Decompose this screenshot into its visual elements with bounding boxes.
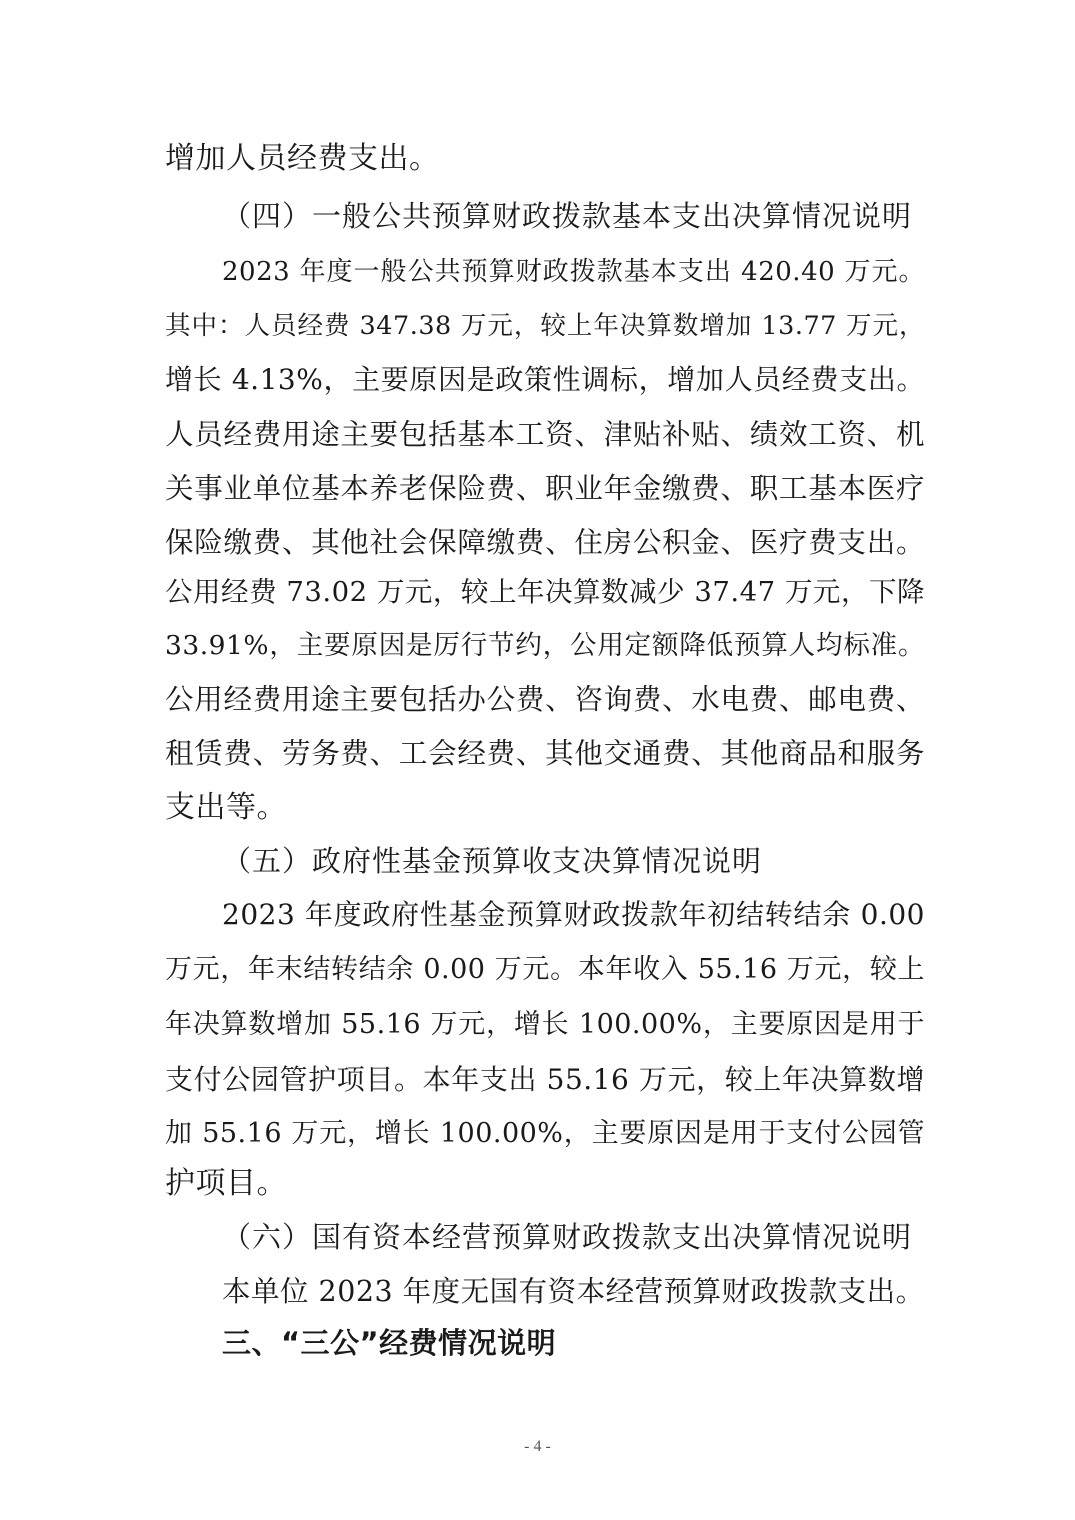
paragraph-line: 增加人员经费支出。 xyxy=(165,141,440,176)
paragraph-line: 支付公园管护项目。本年支出 55.16 万元，较上年决算数增 xyxy=(165,1063,925,1096)
section-heading-5: （五）政府性基金预算收支决算情况说明 xyxy=(222,844,763,878)
paragraph-line: 本单位 2023 年度无国有资本经营预算财政拨款支出。 xyxy=(222,1275,925,1308)
section-heading-4: （四）一般公共预算财政拨款基本支出决算情况说明 xyxy=(222,199,913,233)
page-number: - 4 - xyxy=(524,1438,551,1455)
section-heading-3: 三、“三公”经费情况说明 xyxy=(222,1326,557,1360)
paragraph-line: 公用经费用途主要包括办公费、咨询费、水电费、邮电费、 xyxy=(165,683,925,716)
paragraph-line: 33.91%，主要原因是厉行节约，公用定额降低预算人均标准。 xyxy=(165,630,925,661)
paragraph-line: 关事业单位基本养老保险费、职业年金缴费、职工基本医疗 xyxy=(165,472,925,505)
paragraph-line: 其中：人员经费 347.38 万元，较上年决算数增加 13.77 万元， xyxy=(165,311,925,341)
paragraph-line: 万元，年末结转结余 0.00 万元。本年收入 55.16 万元，较上 xyxy=(165,954,925,985)
paragraph-line: 年决算数增加 55.16 万元，增长 100.00%，主要原因是用于 xyxy=(165,1009,925,1040)
paragraph-line: 人员经费用途主要包括基本工资、津贴补贴、绩效工资、机 xyxy=(165,418,925,451)
paragraph-line: 加 55.16 万元，增长 100.00%，主要原因是用于支付公园管 xyxy=(165,1118,925,1149)
paragraph-line: 支出等。 xyxy=(165,790,287,825)
paragraph-line: 增长 4.13%，主要原因是政策性调标，增加人员经费支出。 xyxy=(165,363,925,396)
paragraph-line: 2023 年度一般公共预算财政拨款基本支出 420.40 万元。 xyxy=(222,257,925,287)
paragraph-line: 护项目。 xyxy=(165,1166,287,1201)
section-heading-6: （六）国有资本经营预算财政拨款支出决算情况说明 xyxy=(222,1220,913,1254)
paragraph-line: 2023 年度政府性基金预算财政拨款年初结转结余 0.00 xyxy=(222,898,925,931)
paragraph-line: 租赁费、劳务费、工会经费、其他交通费、其他商品和服务 xyxy=(165,737,925,770)
paragraph-line: 公用经费 73.02 万元，较上年决算数减少 37.47 万元，下降 xyxy=(165,576,925,608)
paragraph-line: 保险缴费、其他社会保障缴费、住房公积金、医疗费支出。 xyxy=(165,526,925,559)
